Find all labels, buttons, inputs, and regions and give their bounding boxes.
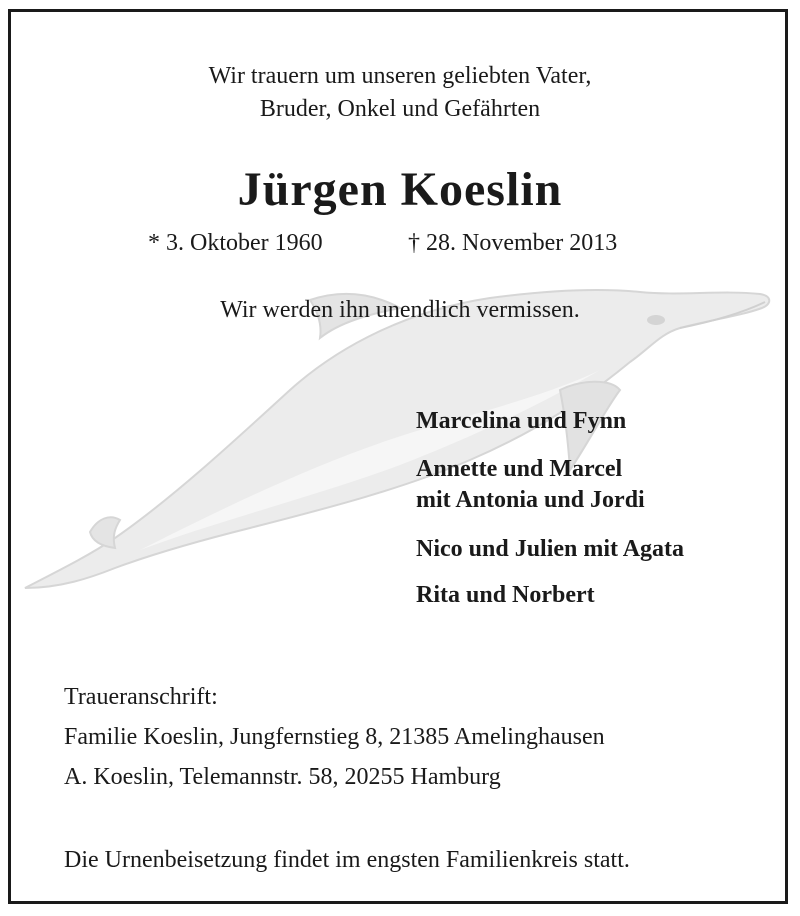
mourner-line: Nico und Julien mit Agata xyxy=(416,536,685,562)
address-line-2: A. Koeslin, Telemannstr. 58, 20255 Hamburg xyxy=(64,764,501,790)
deceased-name: Jürgen Koeslin xyxy=(237,163,563,216)
death-date: † 28. November 2013 xyxy=(408,230,618,256)
farewell-message: Wir werden ihn unendlich vermissen. xyxy=(220,297,580,323)
mourner-line: Marcelina und Fynn xyxy=(416,408,627,434)
mourner-line: Rita und Norbert xyxy=(416,582,595,608)
intro-line-2: Bruder, Onkel und Gefährten xyxy=(259,96,541,122)
birth-date: * 3. Oktober 1960 xyxy=(148,230,323,256)
address-line-1: Familie Koeslin, Jungfernstieg 8, 21385 Amelinghausen xyxy=(64,724,605,750)
burial-note: Die Urnenbeisetzung findet im engsten Familienkreis statt. xyxy=(64,847,630,873)
mourner-line: Annette und Marcel xyxy=(416,456,623,482)
mourner-line: mit Antonia und Jordi xyxy=(416,487,645,513)
intro-line-1: Wir trauern um unseren geliebten Vater, xyxy=(208,63,592,89)
address-label: Traueranschrift: xyxy=(64,684,218,710)
